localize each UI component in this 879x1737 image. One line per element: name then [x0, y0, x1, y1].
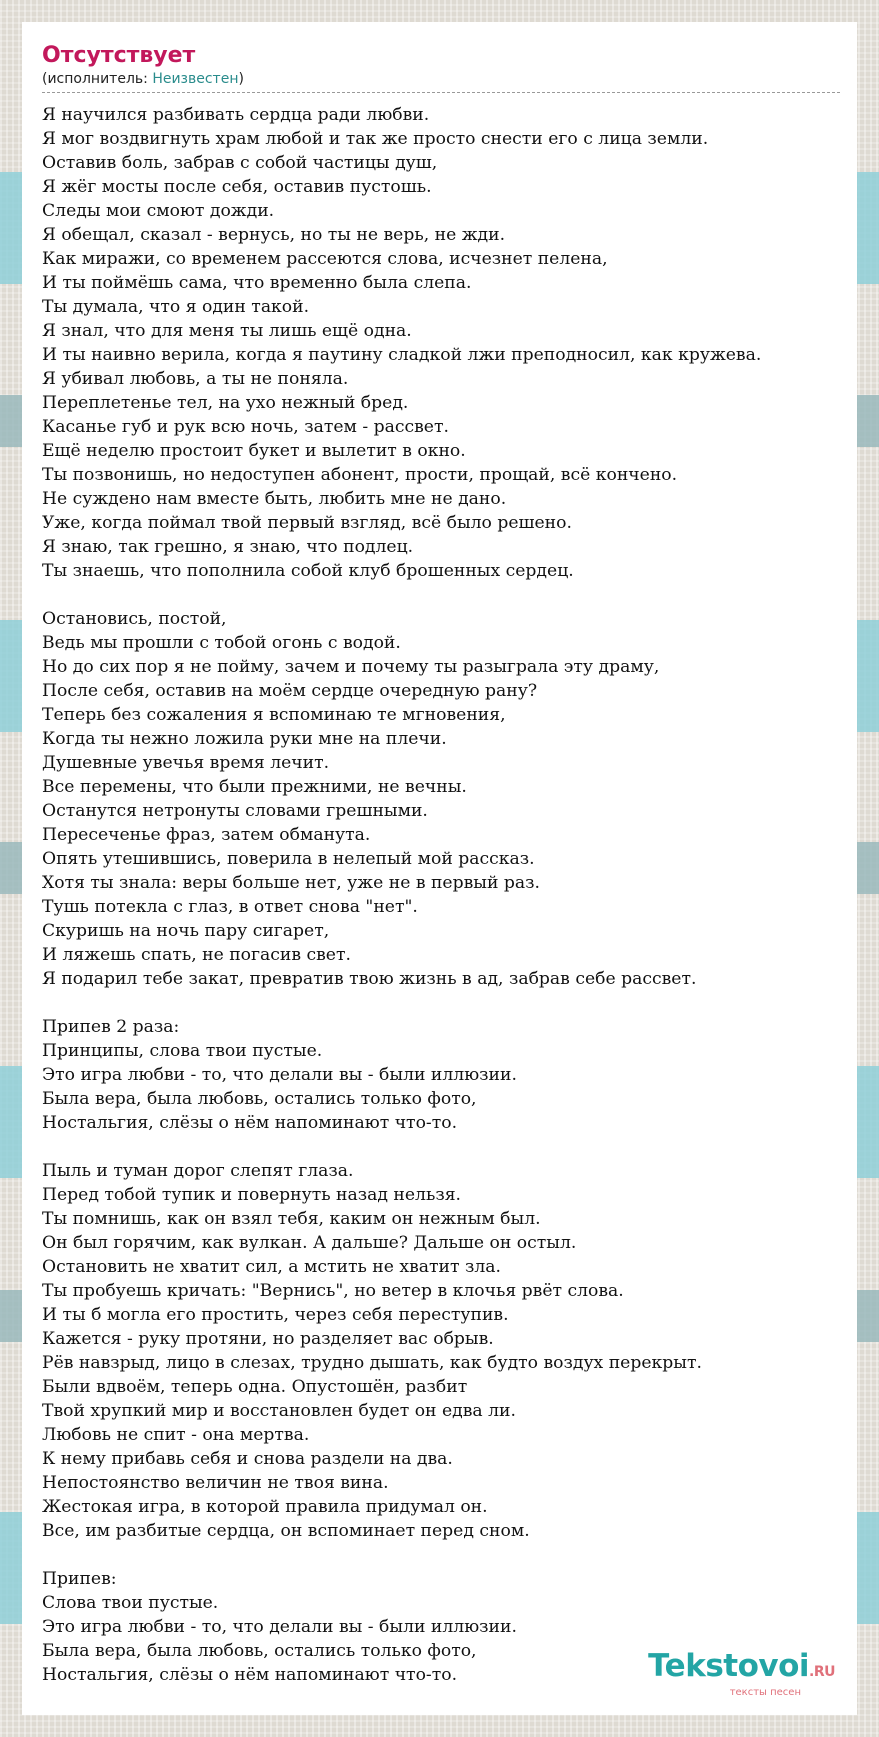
lyric-line: Касанье губ и рук всю ночь, затем - рассвет.: [42, 417, 449, 437]
lyric-line: Скуришь на ночь пару сигарет,: [42, 921, 330, 941]
lyric-line: Перед тобой тупик и повернуть назад нельзя.: [42, 1185, 462, 1205]
lyric-line: Все перемены, что были прежними, не вечны.: [42, 777, 467, 797]
lyric-line: Ностальгия, слёзы о нём напоминают что-то.: [42, 1665, 458, 1685]
lyric-line: Я подарил тебе закат, превратив твою жизнь в ад, забрав себе рассвет.: [42, 969, 697, 989]
lyric-line: Я жёг мосты после себя, оставив пустошь.: [42, 177, 432, 197]
lyric-line: Твой хрупкий мир и восстановлен будет он едва ли.: [42, 1401, 516, 1421]
lyric-line: И ты б могла его простить, через себя переступив.: [42, 1305, 509, 1325]
lyric-line: Я мог воздвигнуть храм любой и так же просто снести его с лица земли.: [42, 129, 709, 149]
lyric-line: И ляжешь спать, не погасив свет.: [42, 945, 351, 965]
lyric-line: Я знал, что для меня ты лишь ещё одна.: [42, 321, 412, 341]
lyric-line: Принципы, слова твои пустые.: [42, 1041, 323, 1061]
lyrics-text: [42, 103, 879, 1687]
lyric-line: Душевные увечья время лечит.: [42, 753, 330, 773]
lyric-line: И ты поймёшь сама, что временно была слепа.: [42, 273, 472, 293]
artist-line: [42, 70, 840, 93]
stanza-gap: [42, 991, 879, 1015]
lyric-line: Переплетенье тел, на ухо нежный бред.: [42, 393, 409, 413]
lyric-line: Жестокая игра, в которой правила придумал он.: [42, 1497, 488, 1517]
lyric-line: Но до сих пор я не пойму, зачем и почему ты разыграла эту драму,: [42, 657, 660, 677]
lyric-line: Ностальгия, слёзы о нём напоминают что-то.: [42, 1113, 458, 1133]
lyric-line: Припев 2 раза:: [42, 1017, 180, 1037]
lyric-line: Тушь потекла с глаз, в ответ снова "нет".: [42, 897, 418, 917]
lyric-line: После себя, оставив на моём сердце очередную рану?: [42, 681, 538, 701]
artist-prefix: (исполнитель:: [42, 71, 153, 87]
lyric-line: Следы мои смоют дожди.: [42, 201, 275, 221]
lyric-line: Ты помнишь, как он взял тебя, каким он нежным был.: [42, 1209, 541, 1229]
lyric-line: Остановись, постой,: [42, 609, 227, 629]
logo-tagline: тексты песен: [729, 1687, 801, 1698]
lyric-line: Я обещал, сказал - вернусь, но ты не верь, не жди.: [42, 225, 506, 245]
lyric-line: Любовь не спит - она мертва.: [42, 1425, 310, 1445]
lyric-line: Ещё неделю простоит букет и вылетит в окно.: [42, 441, 466, 461]
lyric-line: Это игра любви - то, что делали вы - были иллюзии.: [42, 1617, 517, 1637]
lyric-line: Я научился разбивать сердца ради любви.: [42, 105, 430, 125]
lyric-line: Я убивал любовь, а ты не поняла.: [42, 369, 349, 389]
stanza-gap: [42, 583, 879, 607]
site-logo[interactable]: [648, 1648, 835, 1699]
logo-name: Tekstovoi: [648, 1648, 810, 1684]
lyric-line: Я знаю, так грешно, я знаю, что подлец.: [42, 537, 414, 557]
logo-tld: .RU: [809, 1664, 835, 1680]
artist-suffix: ): [238, 71, 244, 87]
lyrics-card: [22, 22, 857, 1715]
lyric-line: Остановить не хватит сил, а мстить не хватит зла.: [42, 1257, 501, 1277]
stanza-gap: [42, 1135, 879, 1159]
lyric-line: Были вдвоём, теперь одна. Опустошён, разбит: [42, 1377, 468, 1397]
lyric-line: Припев:: [42, 1569, 117, 1589]
lyric-line: Слова твои пустые.: [42, 1593, 219, 1613]
logo-wordmark: [648, 1648, 835, 1687]
lyric-line: Пересеченье фраз, затем обманута.: [42, 825, 371, 845]
lyric-line: Непостоянство величин не твоя вина.: [42, 1473, 389, 1493]
lyric-line: Все, им разбитые сердца, он вспоминает перед сном.: [42, 1521, 530, 1541]
artist-link[interactable]: Неизвестен: [152, 71, 239, 87]
lyric-line: Он был горячим, как вулкан. А дальше? Дальше он остыл.: [42, 1233, 577, 1253]
lyric-line: Ты позвонишь, но недоступен абонент, прости, прощай, всё кончено.: [42, 465, 678, 485]
lyric-line: Оставив боль, забрав с собой частицы душ,: [42, 153, 438, 173]
lyric-line: Пыль и туман дорог слепят глаза.: [42, 1161, 354, 1181]
lyric-line: Кажется - руку протяни, но разделяет вас обрыв.: [42, 1329, 494, 1349]
lyric-line: Теперь без сожаления я вспоминаю те мгновения,: [42, 705, 506, 725]
lyric-line: Была вера, была любовь, остались только фото,: [42, 1641, 477, 1661]
lyric-line: К нему прибавь себя и снова раздели на два.: [42, 1449, 453, 1469]
lyric-line: Ты думала, что я один такой.: [42, 297, 310, 317]
lyric-line: Опять утешившись, поверила в нелепый мой рассказ.: [42, 849, 535, 869]
song-title: Отсутствует: [42, 43, 196, 68]
lyric-line: Была вера, была любовь, остались только фото,: [42, 1089, 477, 1109]
lyric-line: И ты наивно верила, когда я паутину сладкой лжи преподносил, как кружева.: [42, 345, 762, 365]
lyric-line: Рёв навзрыд, лицо в слезах, трудно дышать, как будто воздух перекрыт.: [42, 1353, 702, 1373]
lyric-line: Это игра любви - то, что делали вы - были иллюзии.: [42, 1065, 517, 1085]
lyric-line: Ведь мы прошли с тобой огонь с водой.: [42, 633, 401, 653]
lyric-line: Останутся нетронуты словами грешными.: [42, 801, 428, 821]
lyric-line: Хотя ты знала: веры больше нет, уже не в первый раз.: [42, 873, 540, 893]
lyric-line: Когда ты нежно ложила руки мне на плечи.: [42, 729, 447, 749]
stanza-gap: [42, 1543, 879, 1567]
lyric-line: Ты знаешь, что пополнила собой клуб брошенных сердец.: [42, 561, 574, 581]
lyric-line: Не суждено нам вместе быть, любить мне не дано.: [42, 489, 507, 509]
lyric-line: Уже, когда поймал твой первый взгляд, всё было решено.: [42, 513, 572, 533]
lyric-line: Как миражи, со временем рассеются слова, исчезнет пелена,: [42, 249, 608, 269]
lyric-line: Ты пробуешь кричать: "Вернись", но ветер в клочья рвёт слова.: [42, 1281, 624, 1301]
